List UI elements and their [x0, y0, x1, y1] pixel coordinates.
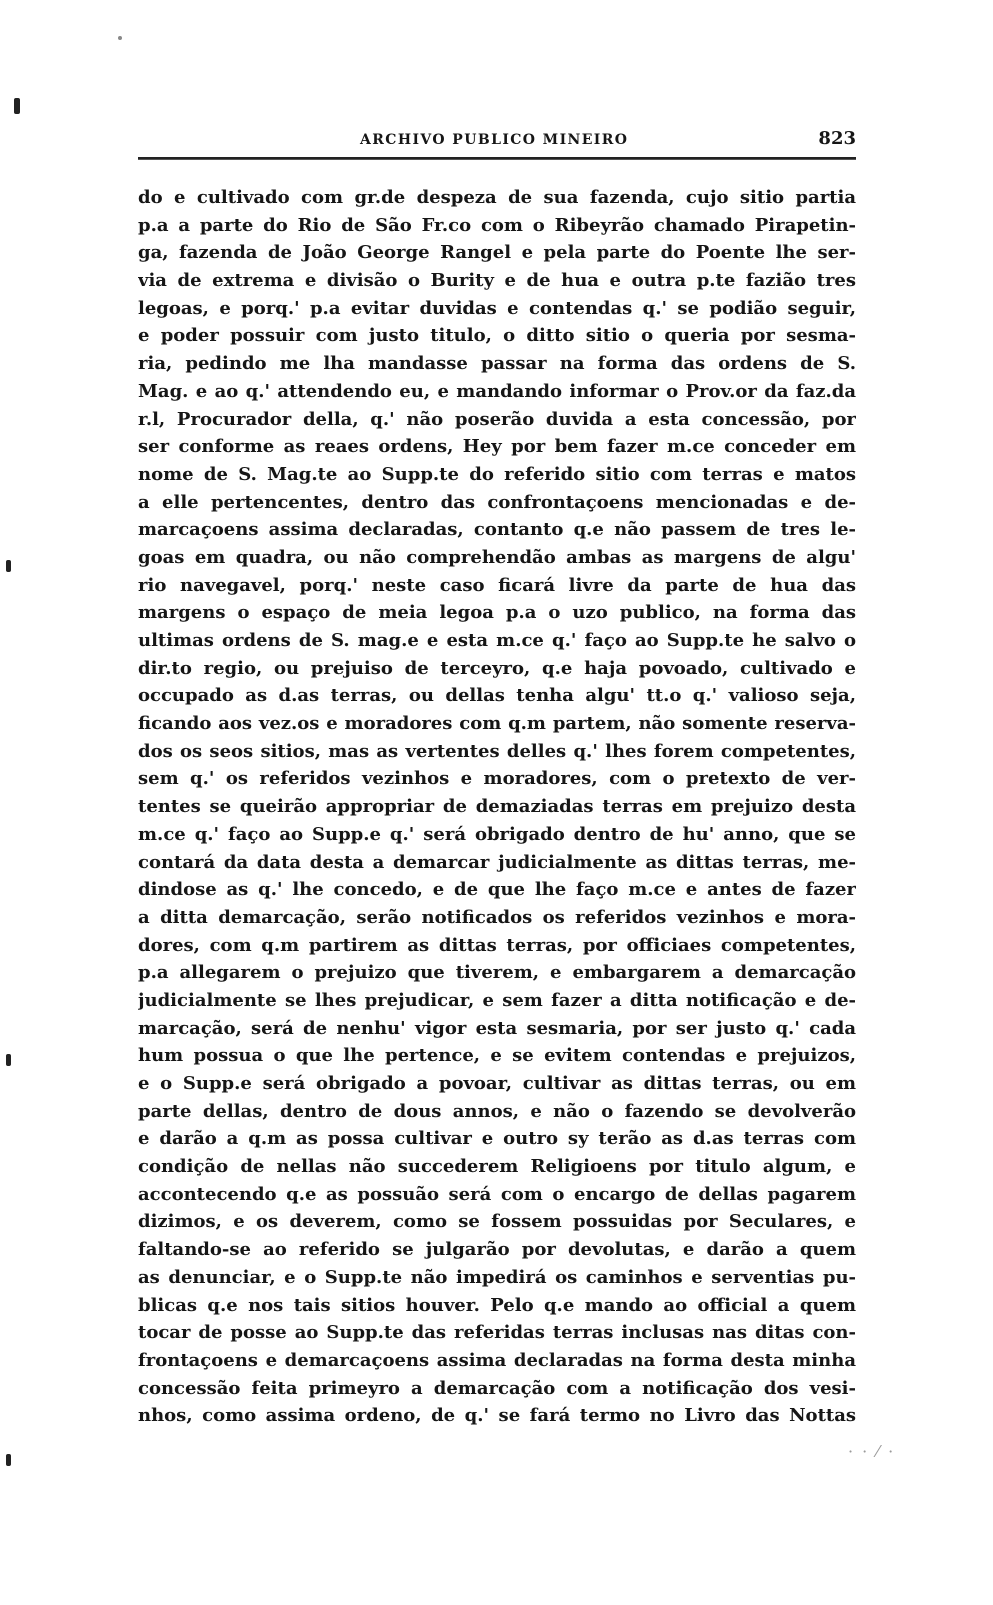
- body-text: [138, 184, 856, 1430]
- text-line: nhos, como assima ordeno, de q.' se fará termo no Livro das Nottas: [138, 1405, 856, 1427]
- text-line: ga, fazenda de João George Rangel e pela parte do Poente lhe ser-: [138, 242, 856, 264]
- text-line: accontecendo q.e as possuão será com o encargo de dellas pagarem: [138, 1183, 856, 1205]
- margin-mark: [6, 1454, 11, 1466]
- text-line: contará da data desta a demarcar judicialmente as dittas terras, me-: [138, 851, 856, 873]
- text-line: ficando aos vez.os e moradores com q.m partem, não somente reserva-: [138, 713, 856, 735]
- running-head: [138, 128, 860, 158]
- margin-mark: [6, 1054, 11, 1066]
- text-line: via de extrema e divisão o Burity e de hua e outra p.te fazião tres: [138, 270, 856, 292]
- text-line: parte dellas, dentro de dous annos, e não o fazendo se devolverão: [138, 1100, 856, 1122]
- margin-mark: [118, 36, 122, 40]
- text-line: judicialmente se lhes prejudicar, e sem fazer a ditta notificação e de-: [138, 989, 856, 1011]
- text-line: goas em quadra, ou não comprehendão ambas as margens de algu': [138, 546, 856, 568]
- text-line: dindose as q.' lhe concedo, e de que lhe faço m.ce e antes de fazer: [138, 879, 856, 901]
- text-line: do e cultivado com gr.de despeza de sua fazenda, cujo sitio partia: [138, 187, 856, 208]
- margin-mark: [14, 98, 20, 114]
- margin-mark: [6, 560, 11, 572]
- text-line: dir.to regio, ou prejuiso de terceyro, q.e haja povoado, cultivado e: [138, 657, 856, 679]
- text-line: m.ce q.' faço ao Supp.e q.' será obrigado dentro de hu' anno, que se: [138, 823, 856, 845]
- text-line: frontaçoens e demarcaçoens assima declaradas na forma desta minha: [138, 1349, 856, 1371]
- text-line: marcação, será de nenhu' vigor esta sesmaria, por ser justo q.' cada: [138, 1017, 856, 1039]
- text-line: a ditta demarcação, serão notificados os referidos vezinhos e mora-: [138, 906, 856, 928]
- text-line: sem q.' os referidos vezinhos e moradores, com o pretexto de ver-: [138, 768, 856, 790]
- text-line: nome de S. Mag.te ao Supp.te do referido sitio com terras e matos: [138, 463, 856, 485]
- text-line: dos os seos sitios, mas as vertentes delles q.' lhes forem competentes,: [138, 740, 856, 762]
- text-line: dizimos, e os deverem, como se fossem possuidas por Seculares, e: [138, 1211, 856, 1233]
- text-line: rio navegavel, porq.' neste caso ficará livre da parte de hua das: [138, 574, 856, 596]
- text-line: tocar de posse ao Supp.te das referidas terras inclusas nas ditas con-: [138, 1322, 856, 1344]
- text-line: p.a allegarem o prejuizo que tiverem, e embargarem a demarcação: [138, 962, 856, 984]
- text-line: r.l, Procurador della, q.' não poserão duvida a esta concessão, por: [138, 408, 856, 430]
- text-line: a elle pertencentes, dentro das confrontaçoens mencionadas e de-: [138, 491, 856, 513]
- header-rule: [138, 157, 856, 160]
- text-line: condição de nellas não succederem Religioens por titulo algum, e: [138, 1156, 856, 1178]
- text-line: faltando-se ao referido se julgarão por devolutas, e darão a quem: [138, 1239, 856, 1261]
- text-line: margens o espaço de meia legoa p.a o uzo publico, na forma das: [138, 602, 856, 624]
- text-line: Mag. e ao q.' attendendo eu, e mandando informar o Prov.or da faz.da: [138, 380, 856, 402]
- text-line: concessão feita primeyro a demarcação com a notificação dos vesi-: [138, 1377, 856, 1399]
- text-line: e darão a q.m as possa cultivar e outro sy terão as d.as terras com: [138, 1128, 856, 1150]
- text-line: blicas q.e nos tais sitios houver. Pelo q.e mando ao official a quem: [138, 1294, 856, 1316]
- text-line: ria, pedindo me lha mandasse passar na forma das ordens de S.: [138, 353, 856, 375]
- text-line: marcaçoens assima declaradas, contanto q.e não passem de tres le-: [138, 519, 856, 541]
- text-line: legoas, e porq.' p.a evitar duvidas e contendas q.' se podião seguir,: [138, 297, 856, 319]
- text-line: as denunciar, e o Supp.te não impedirá os caminhos e serventias pu-: [138, 1266, 856, 1288]
- running-title: ARCHIVO PUBLICO MINEIRO: [360, 132, 629, 148]
- text-line: e o Supp.e será obrigado a povoar, cultivar as dittas terras, ou em: [138, 1073, 856, 1094]
- scan-smudge: · · ⁄ ·: [848, 1442, 896, 1461]
- text-line: tentes se queirão appropriar de demaziadas terras em prejuizo desta: [138, 796, 856, 818]
- text-line: e poder possuir com justo titulo, o ditto sitio o queria por sesma-: [138, 325, 856, 347]
- text-line: ultimas ordens de S. mag.e e esta m.ce q.' faço ao Supp.te he salvo o: [138, 630, 856, 651]
- text-line: dores, com q.m partirem as dittas terras, por officiaes competentes,: [138, 934, 856, 956]
- text-line: p.a a parte do Rio de São Fr.co com o Ribeyrão chamado Pirapetin-: [138, 214, 856, 236]
- text-line: ser conforme as reaes ordens, Hey por bem fazer m.ce conceder em: [138, 436, 856, 458]
- text-line: hum possua o que lhe pertence, e se evitem contendas e prejuizos,: [138, 1045, 856, 1067]
- page-number: 823: [818, 128, 856, 149]
- text-line: occupado as d.as terras, ou dellas tenha algu' tt.o q.' valioso seja,: [138, 685, 856, 707]
